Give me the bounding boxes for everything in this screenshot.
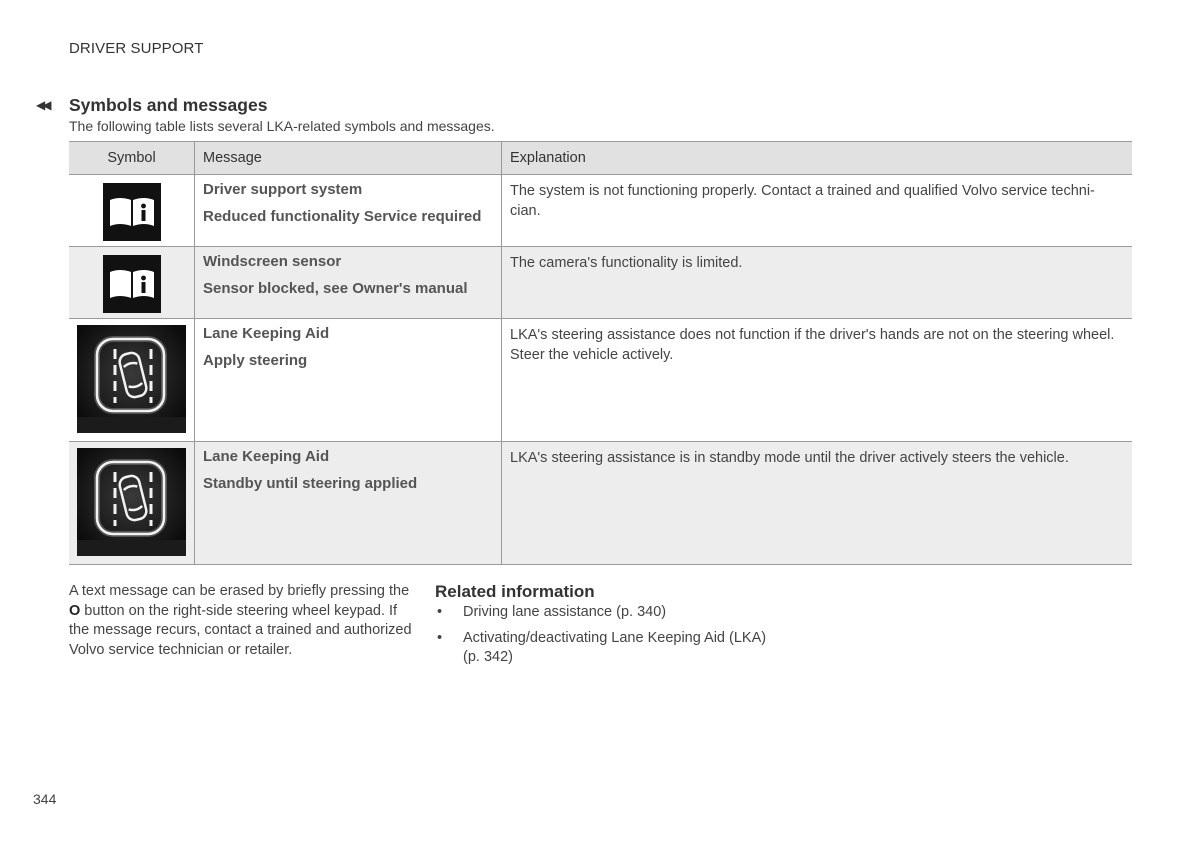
related-link-text[interactable]: Activating/deactivating Lane Keeping Aid (LKA) (p. 342) (463, 629, 767, 665)
message-subtitle: Apply steering (203, 352, 308, 369)
related-information-list (435, 603, 775, 674)
explanation-cell: LKA's steering assistance is in standby mode until the driver actively steers the vehicle. (502, 442, 1133, 565)
lane-keeping-aid-icon (77, 325, 186, 437)
o-button-label: O (69, 602, 81, 619)
table-row (69, 247, 1132, 319)
page-number: 344 (33, 791, 57, 807)
message-cell (195, 442, 502, 565)
section-header: DRIVER SUPPORT (69, 40, 204, 57)
footer-text-after: button on the right-side steering wheel keypad. If the message recurs, contact a trained and authorized Volvo service technician or retailer. (69, 602, 412, 658)
intro-text: The following table lists several LKA-related symbols and messages. (69, 118, 495, 134)
message-title: Windscreen sensor (203, 253, 342, 270)
related-information-title: Related information (435, 582, 595, 601)
manual-info-icon (103, 183, 161, 245)
message-subtitle: Sensor blocked, see Owner's manual (203, 280, 468, 297)
message-title: Lane Keeping Aid (203, 448, 330, 465)
footer-text-before: A text message can be erased by briefly pressing the (69, 583, 410, 599)
message-subtitle: Standby until steering applied (203, 475, 418, 492)
message-title: Lane Keeping Aid (203, 325, 330, 342)
symbol-cell (69, 247, 195, 319)
symbol-cell (69, 319, 195, 442)
header-symbol: Symbol (69, 142, 195, 175)
manual-info-icon (103, 255, 161, 317)
explanation-cell: The system is not functioning properly. Contact a trained and qualified Volvo service techni-cian. (502, 175, 1133, 247)
bullet-icon: • (437, 604, 443, 620)
header-explanation: Explanation (502, 142, 1133, 175)
page-title: Symbols and messages (69, 95, 268, 115)
symbol-cell (69, 175, 195, 247)
bullet-icon: • (437, 629, 443, 646)
table-row (69, 442, 1132, 565)
lane-keeping-aid-icon (77, 448, 186, 560)
header-message: Message (195, 142, 502, 175)
message-subtitle: Reduced functionality Service required (203, 208, 482, 225)
related-link-text[interactable]: Driving lane assistance (p. 340) (463, 604, 667, 620)
related-link[interactable] (435, 603, 775, 623)
message-cell (195, 175, 502, 247)
back-arrow-icon[interactable]: ◀◀ (36, 98, 49, 112)
table-row (69, 319, 1132, 442)
message-cell (195, 247, 502, 319)
message-title: Driver support system (203, 181, 363, 198)
footer-note (69, 582, 414, 660)
explanation-cell: LKA's steering assistance does not function if the driver's hands are not on the steering wheel. Steer the vehicle actively. (502, 319, 1133, 442)
message-cell (195, 319, 502, 442)
related-link[interactable] (435, 629, 775, 668)
symbols-table (69, 141, 1132, 565)
symbol-cell (69, 442, 195, 565)
explanation-cell: The camera's functionality is limited. (502, 247, 1133, 319)
table-row (69, 175, 1132, 247)
